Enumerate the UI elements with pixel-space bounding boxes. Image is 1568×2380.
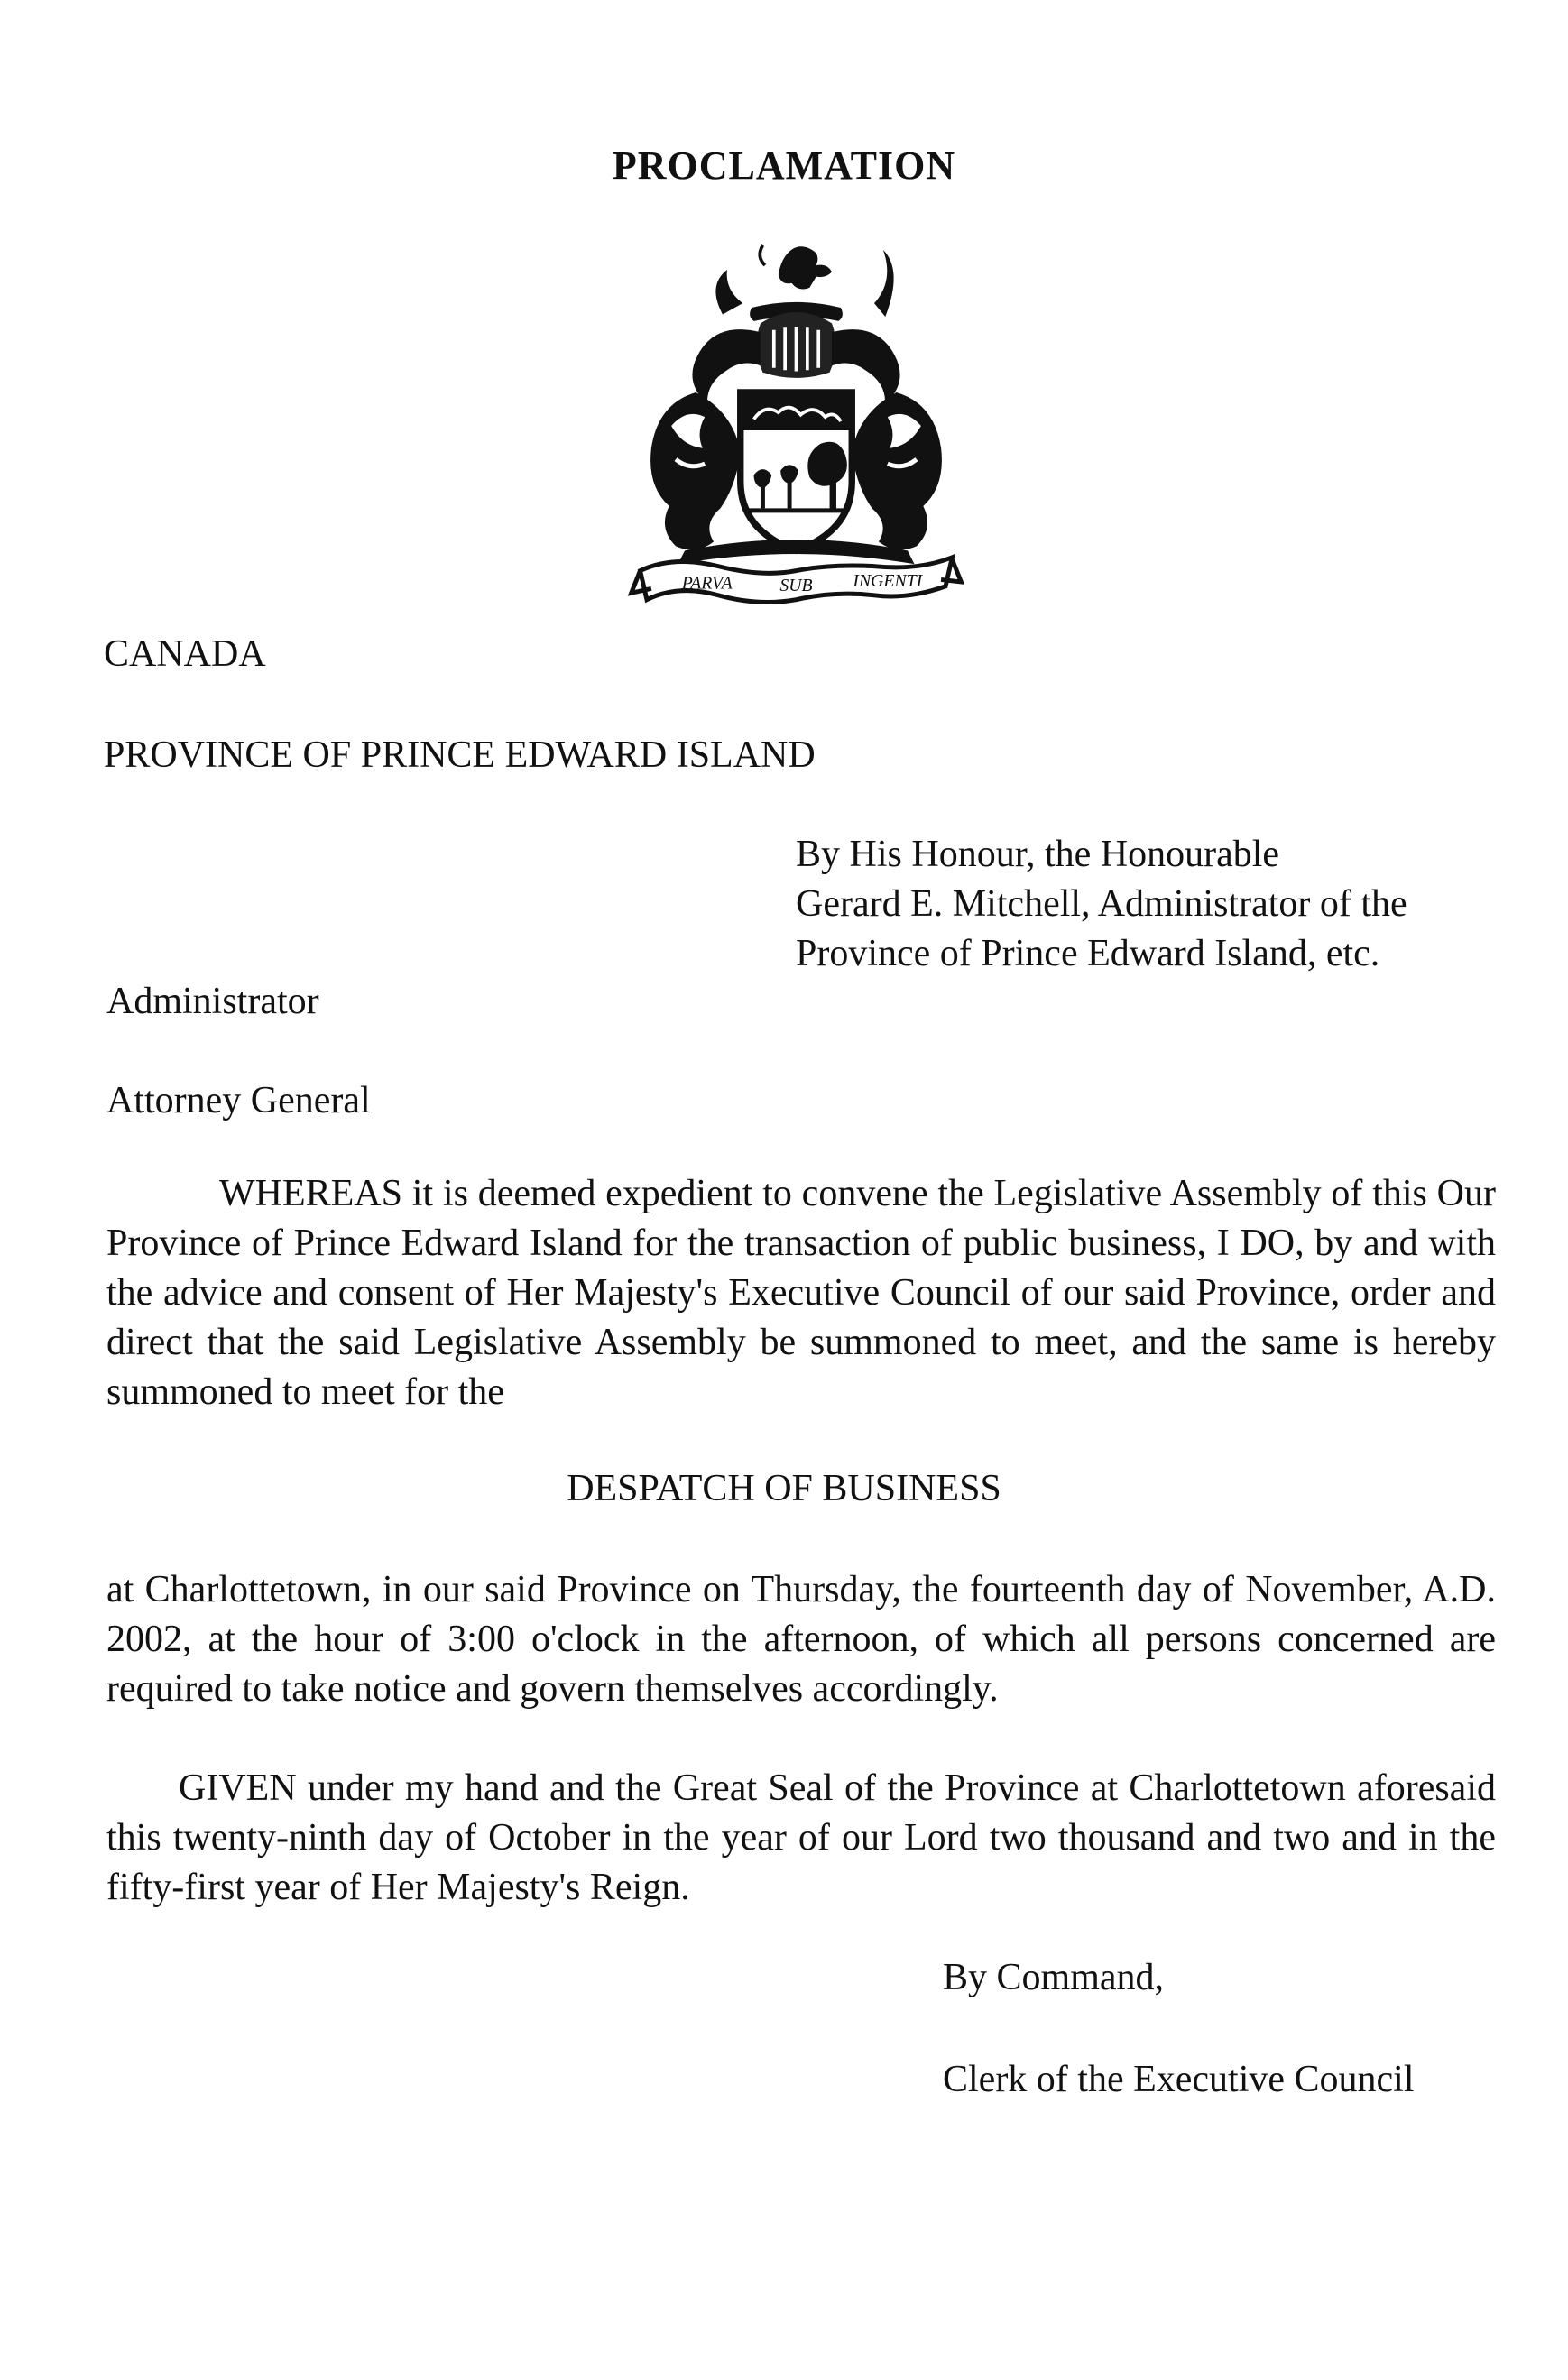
by-command-label: By Command, bbox=[943, 1957, 1165, 1998]
whereas-paragraph: WHEREAS it is deemed expedient to convene the Legislative Assembly of this Our Province of Prince Edward Island for the transaction of public business, I DO, by and with the advice and consent of Her Majesty's Executive Council of our said Province, order and direct that the said Legislative Assembly be summoned to meet, and the same is hereby summoned to meet for the bbox=[106, 1173, 1496, 1413]
byline-line: Gerard E. Mitchell, Administrator of the bbox=[796, 883, 1407, 925]
clerk-label: Clerk of the Executive Council bbox=[943, 2059, 1415, 2100]
province-heading: PROVINCE OF PRINCE EDWARD ISLAND bbox=[104, 734, 816, 776]
byline-line: Province of Prince Edward Island, etc. bbox=[796, 933, 1380, 974]
charlottetown-paragraph: at Charlottetown, in our said Province on Thursday, the fourteenth day of November, A.D. 2002, at the hour of 3:00 o'clock in the afternoon, of which all persons concerned are required to take notice and govern themselves accordingly. bbox=[106, 1569, 1496, 1710]
despatch-heading: DESPATCH OF BUSINESS bbox=[567, 1468, 1001, 1509]
motto-word: SUB bbox=[779, 575, 813, 595]
attorney-general-label: Attorney General bbox=[106, 1080, 371, 1121]
document-title: PROCLAMATION bbox=[612, 143, 956, 188]
byline-block bbox=[796, 830, 1407, 979]
coat-of-arms-icon bbox=[627, 236, 965, 615]
given-paragraph: GIVEN under my hand and the Great Seal of the Province at Charlottetown aforesaid this twenty-ninth day of October in the year of our Lord two thousand and two and in the fifty-first year of Her Majesty's Reign. bbox=[106, 1767, 1496, 1908]
country-heading: CANADA bbox=[104, 633, 266, 675]
motto-word: INGENTI bbox=[853, 570, 923, 591]
byline-line: By His Honour, the Honourable bbox=[796, 834, 1280, 875]
administrator-label: Administrator bbox=[106, 981, 319, 1022]
motto-word: PARVA bbox=[681, 573, 733, 594]
